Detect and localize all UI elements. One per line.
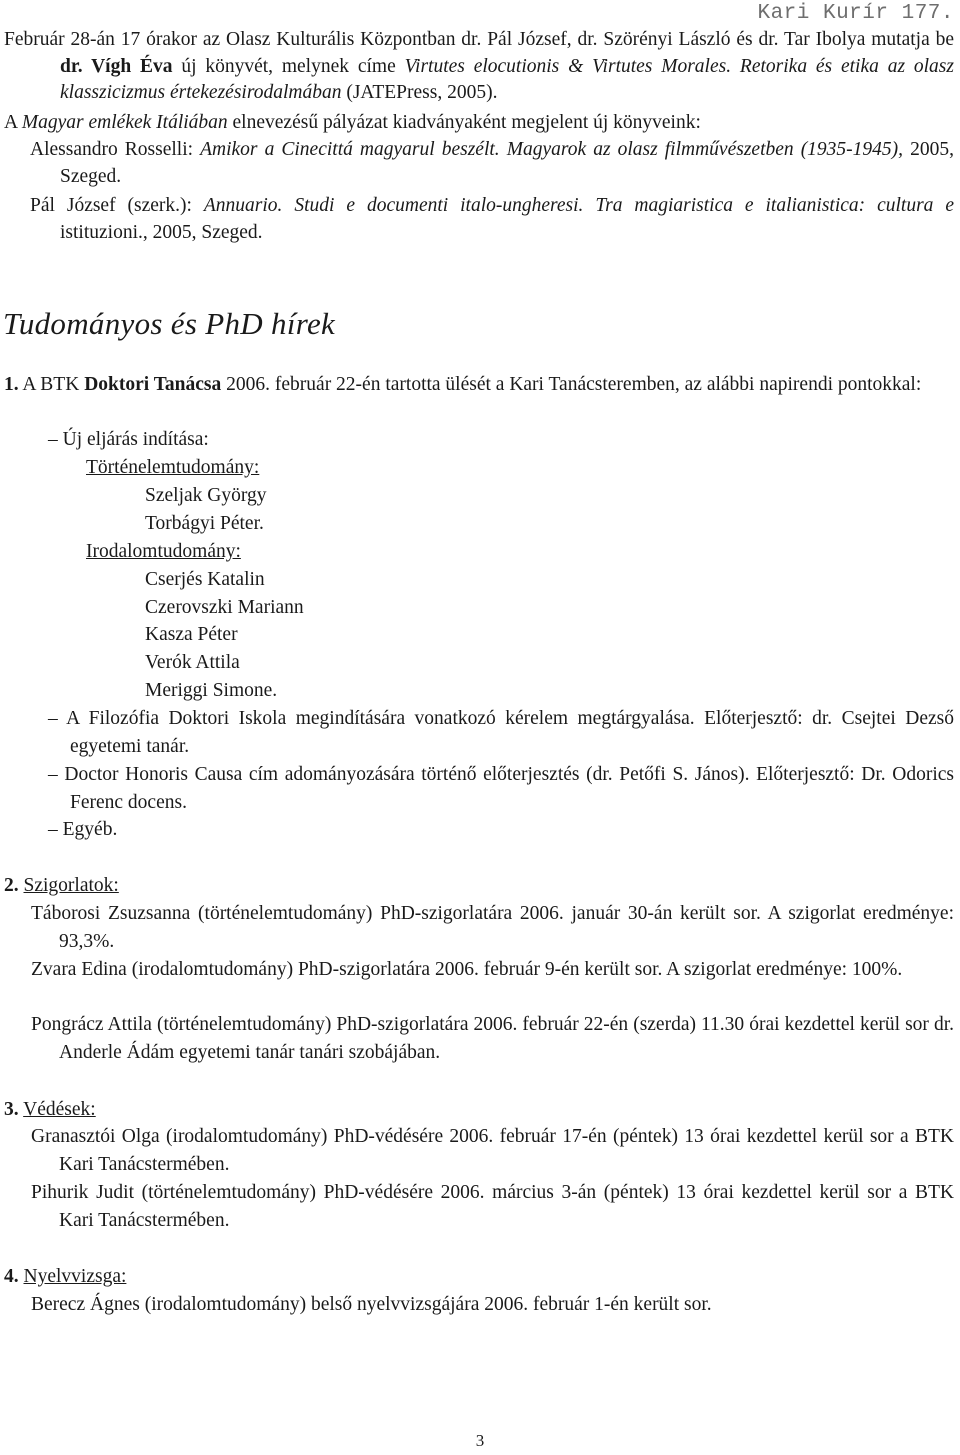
running-header: Kari Kurír 177. (757, 2, 954, 25)
section-label: Nyelvvizsga: (23, 1266, 127, 1287)
intro-text: Február 28-án 17 órakor az Olasz Kulturális Központban dr. Pál József, dr. Szörényi László és dr. Tar Ibolya mutatja be (4, 29, 954, 50)
section-heading-language-exam (4, 1263, 126, 1291)
agenda-item-honoris-causa: – Doctor Honoris Causa cím adományozására történő előterjesztés (dr. Petőfi S. János). Előterjesztő: Dr. Odorics Ferenc docens. (48, 764, 954, 813)
book-entry-rosselli (4, 137, 954, 190)
section-label: Szigorlatok: (23, 875, 119, 896)
agenda-new-procedure: – Új eljárás indítása: (48, 429, 209, 450)
candidate-name: Verók Attila (145, 652, 240, 673)
book-author: Alessandro Rosselli: (30, 139, 201, 160)
intro-text: új könyvét, melynek címe (172, 55, 405, 77)
candidate-name: Meriggi Simone. (145, 680, 278, 701)
book-author: Pál József (szerk.): (30, 195, 204, 216)
field-label-literature (86, 538, 241, 566)
candidate-name: Torbágyi Péter. (145, 513, 264, 534)
section-number: 3. (4, 1099, 19, 1120)
intro-paragraph-book-launch (4, 27, 954, 107)
section-label: Védések: (23, 1099, 96, 1120)
book-title: Virtutes elocutionis & Virtutes Morales. Retorika és etika az olasz klasszicizmus értekezésirodalmában (60, 55, 954, 103)
field-label-history (86, 454, 259, 482)
section-number: 1. (4, 374, 19, 395)
section-heading-defenses (4, 1096, 96, 1124)
book-title: Amikor a Cinecittá magyarul beszélt. Magyarok az olasz filmművészetben (1935-1945), (200, 139, 904, 160)
exam-entry: Pongrácz Attila (történelemtudomány) PhD-szigorlatára 2006. február 22-én (szerda) 11.30 órai kezdettel kerül sor dr. Anderle Ádám egyetemi tanár tanári szobájában. (31, 1014, 954, 1063)
book-entry-annuario (4, 193, 954, 246)
defense-entry: Granasztói Olga (irodalomtudomány) PhD-védésére 2006. február 17-én (péntek) 13 órai kezdettel kerül sor a BTK Kari Tanácstermében. (31, 1126, 954, 1175)
page-number: 3 (475, 1431, 485, 1450)
exam-entry: Zvara Edina (irodalomtudomány) PhD-szigorlatára 2006. február 9-én került sor. A szigorlat eredménye: 100%. (31, 959, 903, 980)
defense-entry: Pihurik Judit (történelemtudomány) PhD-védésére 2006. március 3-án (péntek) 13 órai kezdettel kerül sor a BTK Kari Tanácstermében. (31, 1182, 954, 1231)
candidate-name: Kasza Péter (145, 624, 238, 645)
intro-text: A (4, 112, 22, 133)
doctoral-council-paragraph (4, 372, 954, 399)
agenda-item-philosophy-school: – A Filozófia Doktori Iskola megindítására vonatkozó kérelem megtárgyalása. Előterjesztő: dr. Csejtei Dezső egyetemi tanár. (48, 708, 954, 757)
council-name: Doktori Tanácsa (84, 374, 222, 395)
paragraph-text: A BTK (18, 374, 85, 395)
intro-paragraph-new-books (4, 110, 954, 137)
candidate-name: Szeljak György (145, 485, 267, 506)
author-name: dr. Vígh Éva (60, 55, 173, 77)
intro-text: (JATEPress, 2005). (341, 82, 498, 103)
section-heading-exams (4, 872, 119, 900)
agenda-item-other: – Egyéb. (48, 819, 118, 840)
intro-text: elnevezésű pályázat kiadványaként megjelent új könyveink: (227, 112, 701, 133)
field-label-text: Történelemtudomány: (86, 457, 260, 478)
field-label-text: Irodalomtudomány: (86, 541, 241, 562)
book-publication: istituzioni., 2005, Szeged. (60, 221, 263, 243)
candidate-name: Czerovszki Mariann (145, 597, 304, 618)
section-number: 2. (4, 875, 19, 896)
book-title: Annuario. Studi e documenti italo-ungheresi. Tra magiaristica e italianistica: cultura e (203, 195, 954, 216)
paragraph-text: 2006. február 22-én tartotta ülését a Kari Tanácsteremben, az alábbi napirendi pontokkal: (221, 374, 922, 395)
program-title: Magyar emlékek Itáliában (21, 112, 228, 133)
candidate-name: Cserjés Katalin (145, 569, 265, 590)
book-publication: 2005, Szeged. (60, 139, 954, 187)
exam-entry: Táborosi Zsuzsanna (történelemtudomány) PhD-szigorlatára 2006. január 30-án került sor. A szigorlat eredménye: 93,3%. (31, 903, 954, 952)
language-exam-entry: Berecz Ágnes (irodalomtudomány) belső nyelvvizsgájára 2006. február 1-én került sor. (31, 1294, 712, 1315)
section-title: Tudományos és PhD hírek (3, 306, 336, 341)
section-number: 4. (4, 1266, 19, 1287)
